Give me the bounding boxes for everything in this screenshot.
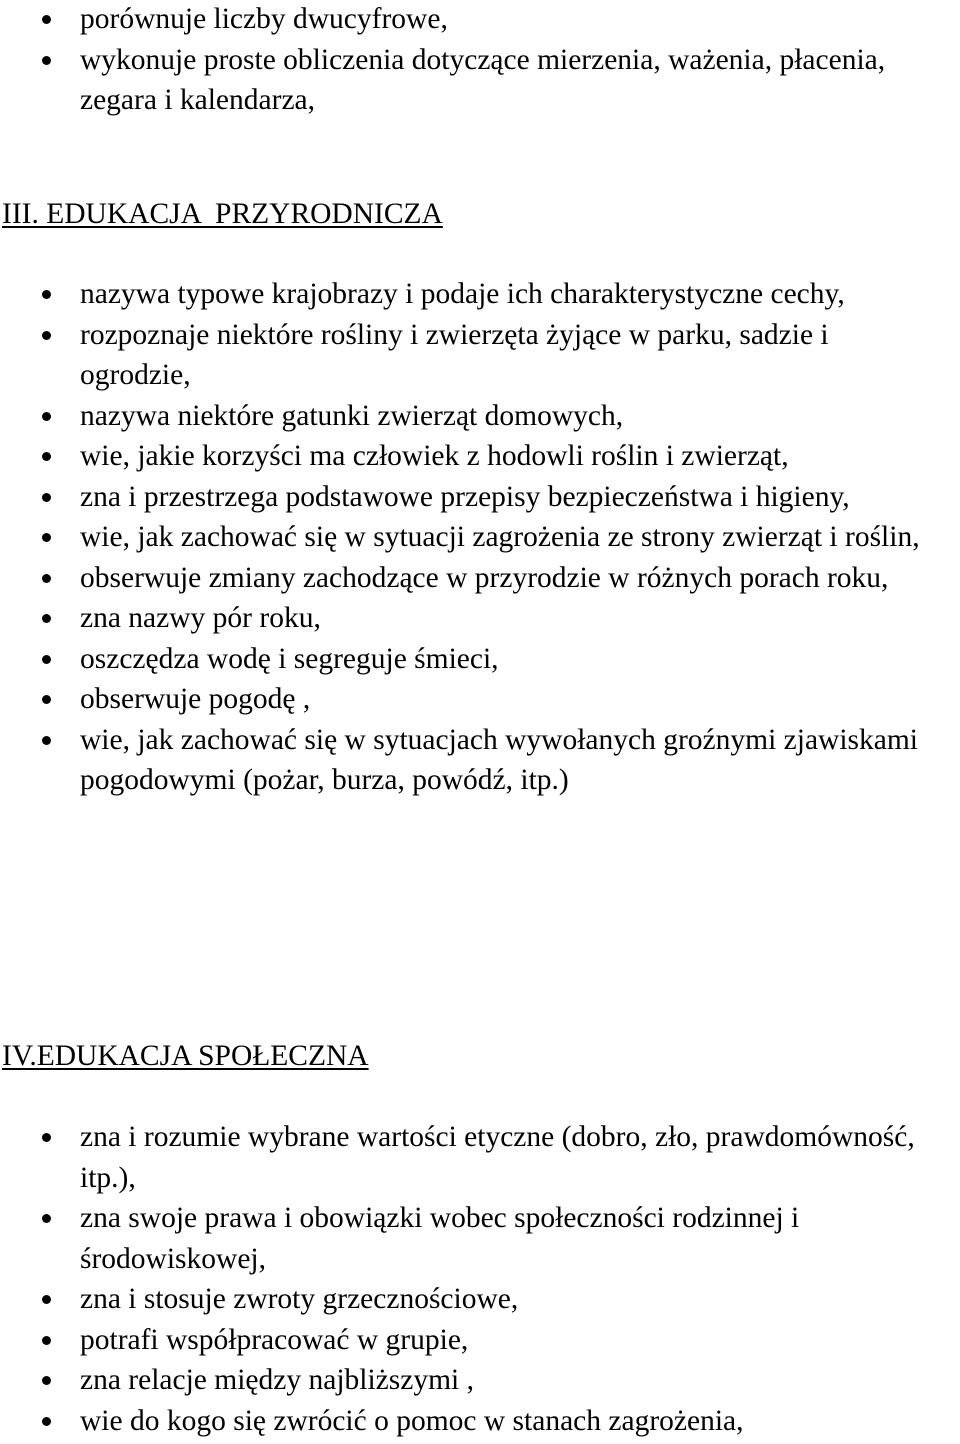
bullet-icon: [42, 533, 51, 542]
list-item: [0, 1117, 945, 1198]
list-item: [0, 1279, 945, 1320]
list-item: [0, 517, 945, 558]
list-item: [0, 679, 945, 720]
bullet-icon: [42, 1376, 51, 1385]
list-item-text: zna i przestrzega podstawowe przepisy bezpieczeństwa i higieny,: [80, 480, 850, 513]
list-item-text: wykonuje proste obliczenia dotyczące mierzenia, ważenia, płacenia, zegara i kalendarza,: [80, 43, 886, 116]
spoleczna-bullet-list: [0, 1117, 945, 1441]
list-item: [0, 477, 945, 518]
section-heading-przyrodnicza: III. EDUKACJA PRZYRODNICZA: [2, 198, 443, 230]
list-item: [0, 396, 945, 437]
list-item-text: zna nazwy pór roku,: [80, 602, 321, 634]
bullet-icon: [42, 452, 51, 461]
list-item: [0, 598, 945, 639]
bullet-icon: [42, 736, 51, 745]
list-item-text: potrafi współpracować w grupie,: [80, 1323, 469, 1356]
list-item: [0, 436, 945, 477]
list-item-text: rozpoznaje niektóre rośliny i zwierzęta żyjące w parku, sadzie i ogrodzie,: [80, 318, 829, 391]
list-item-text: nazywa typowe krajobrazy i podaje ich charakterystyczne cechy,: [80, 278, 845, 310]
bullet-icon: [42, 614, 51, 623]
list-item: [0, 274, 945, 315]
bullet-icon: [42, 574, 51, 583]
list-item: [0, 1360, 945, 1401]
bullet-icon: [42, 412, 51, 421]
list-item: [0, 0, 945, 40]
list-item-text: zna i stosuje zwroty grzecznościowe,: [80, 1283, 519, 1315]
top-bullet-list: [0, 0, 945, 121]
list-item-text: zna swoje prawa i obowiązki wobec społeczności rodzinnej i środowiskowej,: [80, 1202, 800, 1275]
list-item-text: nazywa niektóre gatunki zwierząt domowych,: [80, 399, 624, 432]
bullet-icon: [42, 290, 51, 299]
list-item: [0, 558, 945, 599]
list-item-text: wie do kogo się zwrócić o pomoc w stanach zagrożenia,: [80, 1404, 744, 1437]
list-item-text: wie, jak zachować się w sytuacjach wywołanych groźnymi zjawiskami pogodowymi (pożar, burza, powódź, itp.): [80, 723, 918, 796]
bullet-icon: [42, 1133, 51, 1142]
bullet-icon: [42, 655, 51, 664]
bullet-icon: [42, 331, 51, 340]
list-item: [0, 1198, 945, 1279]
bullet-icon: [42, 1417, 51, 1426]
list-item-text: porównuje liczby dwucyfrowe,: [80, 3, 448, 35]
list-item-text: wie, jakie korzyści ma człowiek z hodowli roślin i zwierząt,: [80, 440, 789, 472]
list-item-text: oszczędza wodę i segreguje śmieci,: [80, 642, 499, 675]
bullet-icon: [42, 695, 51, 704]
list-item-text: zna i rozumie wybrane wartości etyczne (dobro, zło, prawdomówność, itp.),: [80, 1121, 915, 1194]
list-item-text: wie, jak zachować się w sytuacji zagrożenia ze strony zwierząt i roślin,: [80, 521, 920, 553]
section-heading-spoleczna: IV.EDUKACJA SPOŁECZNA: [2, 1040, 369, 1072]
bullet-icon: [42, 1336, 51, 1345]
przyrodnicza-bullet-list: [0, 274, 945, 801]
list-item: [0, 639, 945, 680]
list-item-text: zna relacje między najbliższymi ,: [80, 1364, 474, 1396]
list-item-text: obserwuje pogodę ,: [80, 683, 311, 715]
bullet-icon: [42, 493, 51, 502]
list-item-text: obserwuje zmiany zachodzące w przyrodzie w różnych porach roku,: [80, 561, 889, 594]
bullet-icon: [42, 1214, 51, 1223]
list-item: [0, 720, 945, 801]
list-item: [0, 1401, 945, 1442]
bullet-icon: [42, 56, 51, 65]
bullet-icon: [42, 15, 51, 24]
list-item: [0, 315, 945, 396]
list-item: [0, 1320, 945, 1361]
list-item: [0, 40, 945, 121]
bullet-icon: [42, 1295, 51, 1304]
